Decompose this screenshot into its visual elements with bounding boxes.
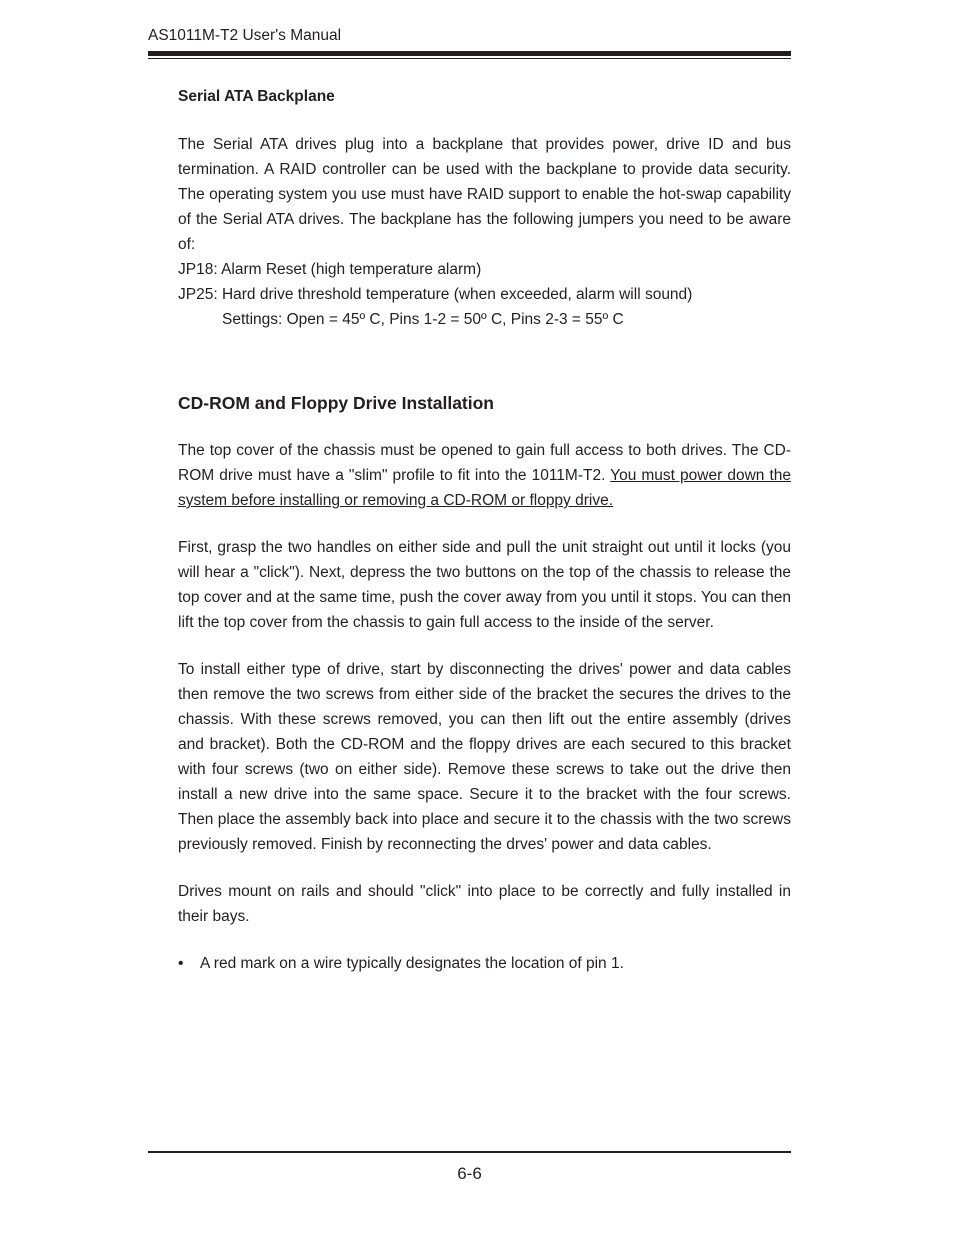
- sata-backplane-heading: Serial ATA Backplane: [178, 88, 335, 105]
- page-content: [178, 84, 791, 976]
- page-number: 6-6: [457, 1164, 482, 1183]
- footer-rule: [148, 1151, 791, 1153]
- bullet-mark: •: [178, 955, 184, 972]
- cdrom-paragraph-2: First, grasp the two handles on either side and pull the unit straight out until it locks (you will hear a "click"). Next, depress the two buttons on the top of the chassis to release the top cover and at the same time, push the cover away from you until it stops. You can then lift the top cover from the chassis to gain full access to the inside of the server.: [178, 539, 791, 631]
- jp25-settings-line: Settings: Open = 45º C, Pins 1-2 = 50º C, Pins 2-3 = 55º C: [222, 311, 624, 328]
- jp18-line: JP18: Alarm Reset (high temperature alarm): [178, 261, 482, 278]
- cdrom-paragraph-1: [178, 438, 791, 513]
- cdrom-paragraph-3: To install either type of drive, start by disconnecting the drives' power and data cables then remove the two screws from either side of the bracket the secures the drives to the chassis. With these screws removed, you can then lift out the entire assembly (drives and bracket). Both the CD-ROM and the floppy drives are each secured to this bracket with four screws (two on either side). Remove these screws to take out the drive then install a new drive into the same space. Secure it to the bracket with the four screws. Then place the assembly back into place and secure it to the chassis with the two screws previously removed. Finish by reconnecting the drves' power and data cables.: [178, 661, 791, 853]
- cdrom-paragraph-4: Drives mount on rails and should "click" into place to be correctly and fully installed in their bays.: [178, 883, 791, 925]
- bullet-list-item: [178, 951, 791, 976]
- sata-backplane-paragraph: The Serial ATA drives plug into a backplane that provides power, drive ID and bus termination. A RAID controller can be used with the backplane to provide data security. The operating system you use must have RAID support to enable the hot-swap capability of the Serial ATA drives. The backplane has the following jumpers you need to be aware of:: [178, 136, 791, 253]
- power-down-warning: You must power down the system before installing or removing a CD-ROM or floppy drive.: [178, 467, 791, 509]
- jp25-line: JP25: Hard drive threshold temperature (when exceeded, alarm will sound): [178, 286, 693, 303]
- cdrom-paragraph-1-text: The top cover of the chassis must be opened to gain full access to both drives. The CD-ROM drive must have a "slim" profile to fit into the 1011M-T2.: [178, 442, 791, 484]
- header-rule-thick: [148, 51, 791, 56]
- running-header: AS1011M-T2 User's Manual: [148, 27, 342, 44]
- header-rule-thin: [148, 58, 791, 59]
- bullet-text: A red mark on a wire typically designates the location of pin 1.: [200, 955, 624, 972]
- cdrom-floppy-heading: CD-ROM and Floppy Drive Installation: [178, 393, 494, 413]
